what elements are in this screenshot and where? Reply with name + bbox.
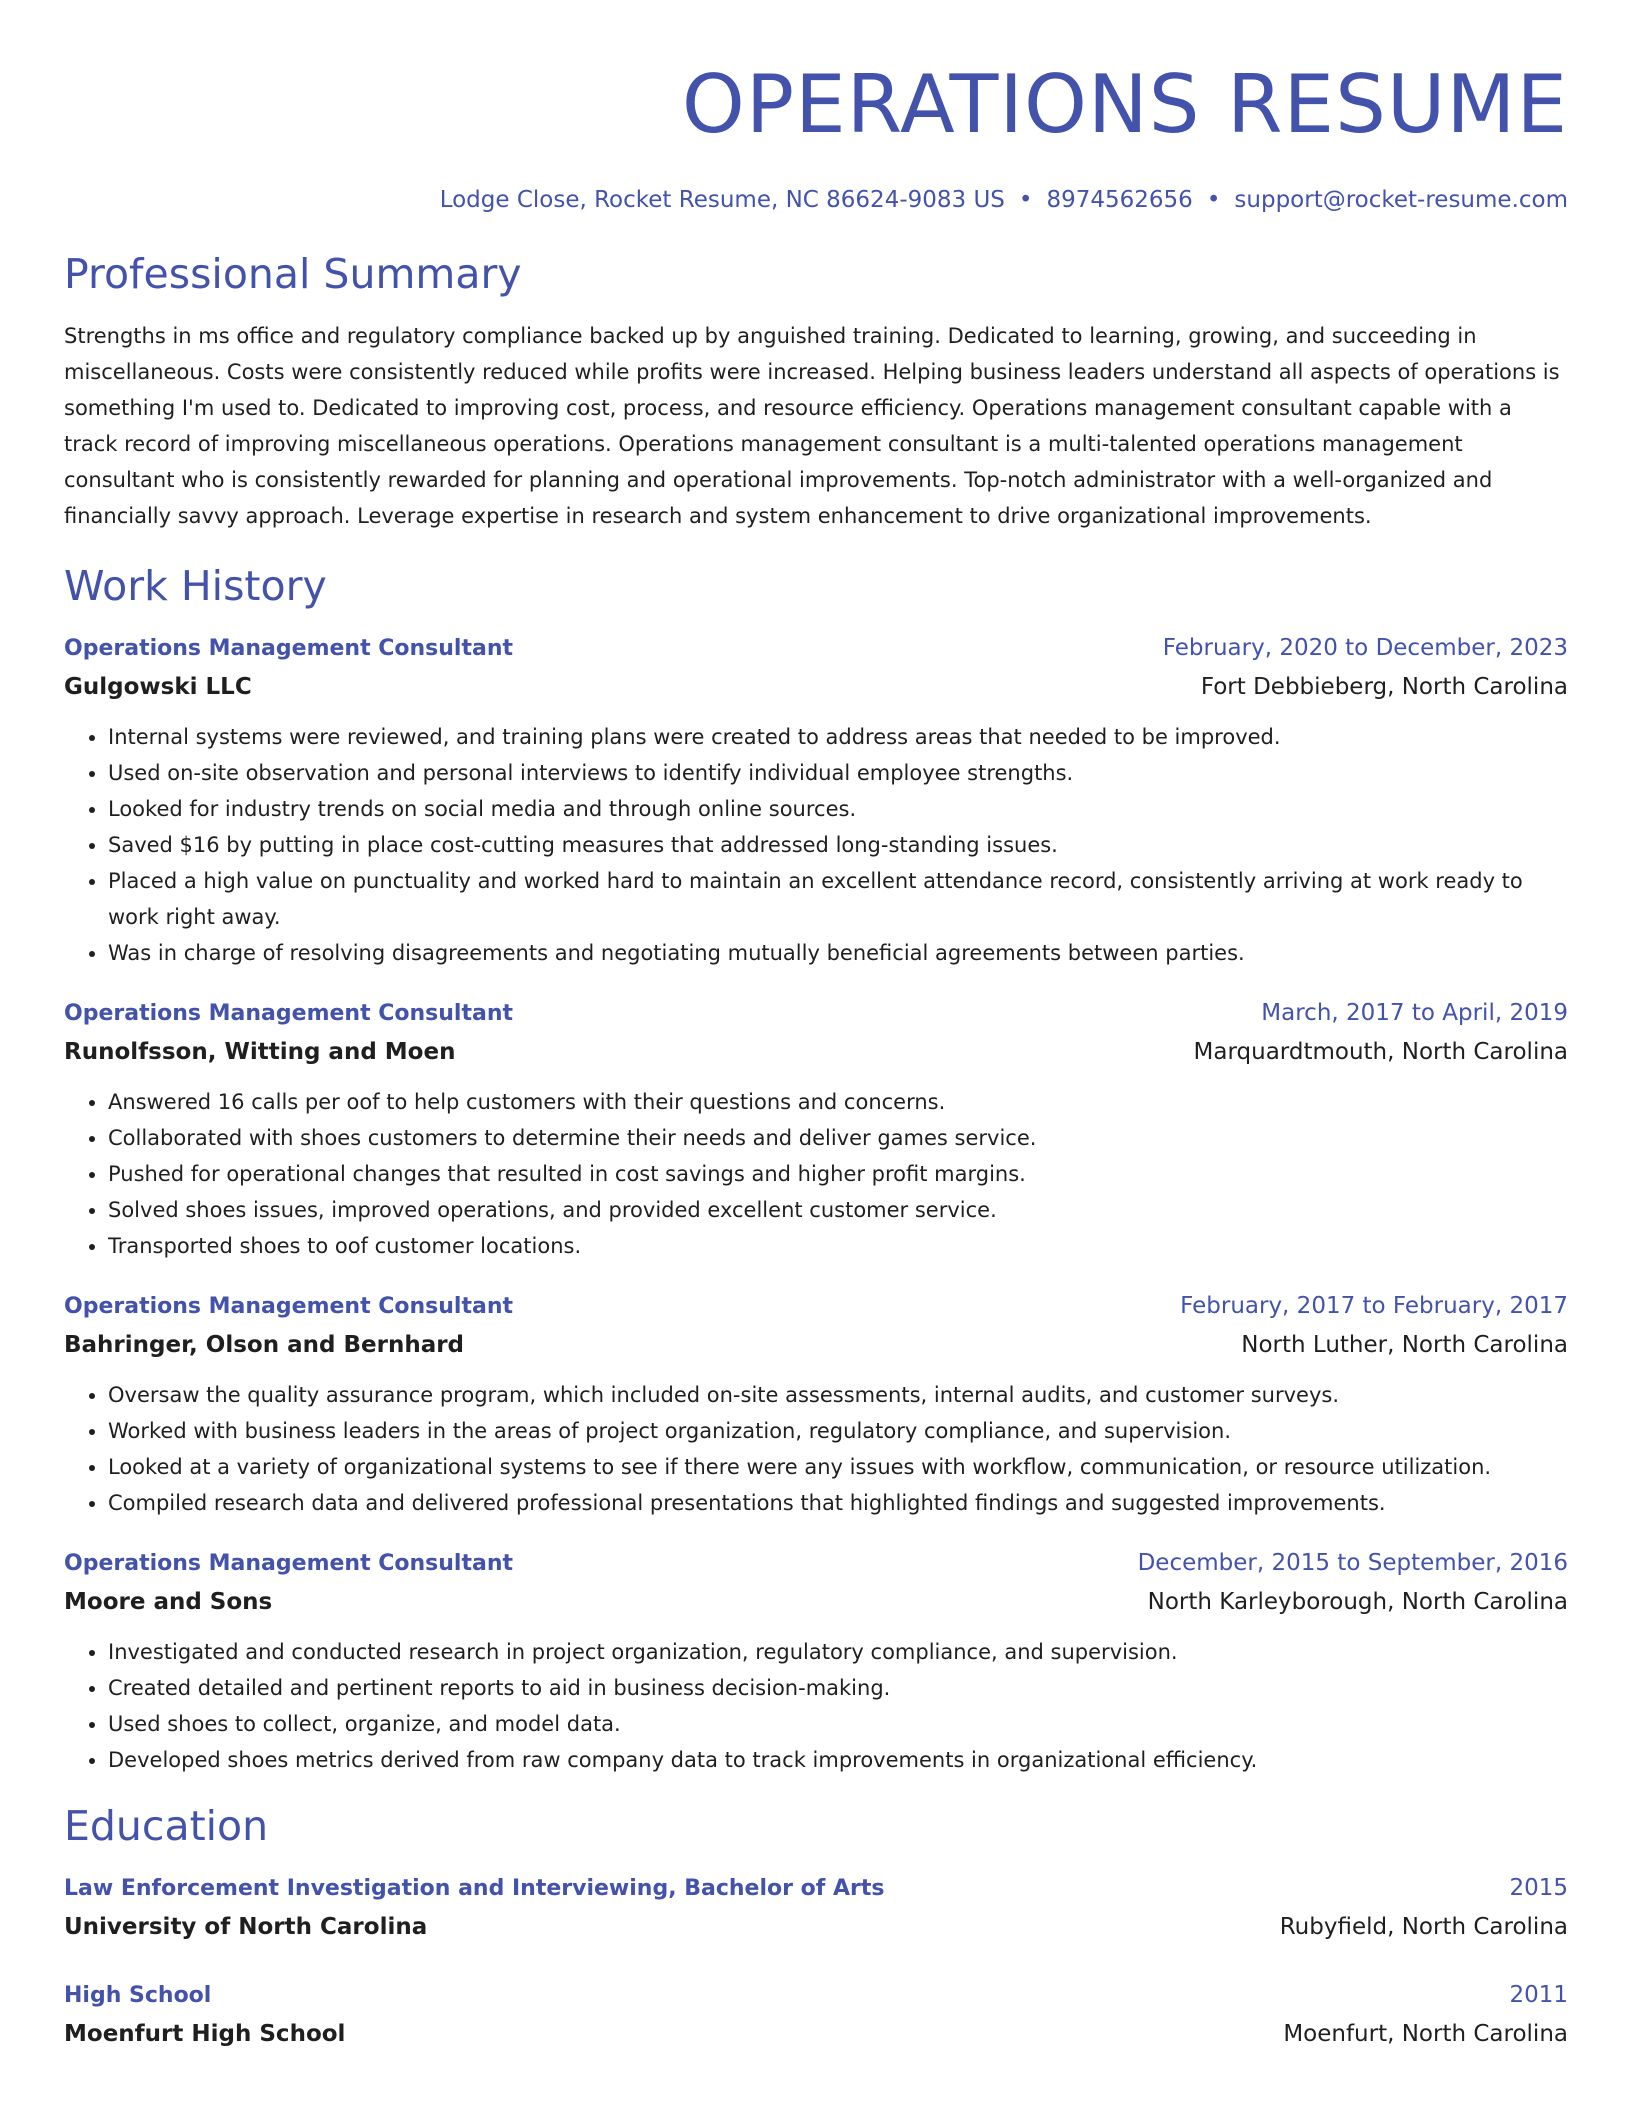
job-header-row [64,995,1568,1032]
job-company: Runolfsson, Witting and Moen [64,1039,456,1065]
contact-separator: • [1206,187,1221,213]
job-bullet: • Internal systems were reviewed, and training plans were created to address areas that needed to be improved. [108,719,1568,755]
education-entry [64,1870,1568,1947]
education-year: 2011 [1509,1982,1568,2008]
education-year: 2015 [1509,1875,1568,1901]
job-title: Operations Management Consultant [64,1551,514,1576]
job-bullet: • Compiled research data and delivered professional presentations that highlighted findings and suggested improvements. [108,1485,1568,1521]
education-location: Rubyfield, North Carolina [1279,1914,1568,1940]
job-header-row [64,1545,1568,1582]
job-header-row [64,630,1568,667]
job-header-row [64,1288,1568,1325]
resume-title: OPERATIONS RESUME [681,58,1568,151]
job-entry [64,630,1568,971]
job-dates: February, 2017 to February, 2017 [1180,1293,1568,1319]
job-bullet: • Developed shoes metrics derived from raw company data to track improvements in organizational efficiency. [108,1742,1568,1778]
education-school-row [64,1907,1568,1947]
job-bullet: • Pushed for operational changes that resulted in cost savings and higher profit margins. [108,1156,1568,1192]
job-company-row [64,1032,1568,1072]
summary-heading: Professional Summary [64,250,522,298]
job-bullet: • Created detailed and pertinent reports to aid in business decision-making. [108,1670,1568,1706]
job-company: Moore and Sons [64,1589,273,1615]
education-header-row [64,1870,1568,1907]
job-bullet: • Oversaw the quality assurance program, which included on-site assessments, internal audits, and customer surveys. [108,1377,1568,1413]
job-bullet: • Answered 16 calls per oof to help customers with their questions and concerns. [108,1084,1568,1120]
education-entry [64,1977,1568,2054]
job-bullet: • Used on-site observation and personal interviews to identify individual employee strengths. [108,755,1568,791]
job-company: Gulgowski LLC [64,674,252,700]
job-bullet: • Worked with business leaders in the areas of project organization, regulatory compliance, and supervision. [108,1413,1568,1449]
job-location: Fort Debbieberg, North Carolina [1200,674,1568,700]
job-bullet: • Placed a high value on punctuality and worked hard to maintain an excellent attendance record, consistently arriving at work ready to work right away. [108,863,1568,935]
job-title: Operations Management Consultant [64,636,514,661]
job-company-row [64,1325,1568,1365]
job-title: Operations Management Consultant [64,1001,514,1026]
job-location: North Luther, North Carolina [1241,1332,1568,1358]
job-dates: March, 2017 to April, 2019 [1261,1000,1568,1026]
job-entry [64,995,1568,1264]
job-bullet: • Looked at a variety of organizational systems to see if there were any issues with workflow, communication, or resource utilization. [108,1449,1568,1485]
education-school: University of North Carolina [64,1914,428,1940]
education-location: Moenfurt, North Carolina [1283,2021,1568,2047]
job-bullets [64,719,1568,971]
job-location: Marquardtmouth, North Carolina [1193,1039,1568,1065]
resume-page [64,0,1568,2054]
job-bullet: • Transported shoes to oof customer locations. [108,1228,1568,1264]
education-school: Moenfurt High School [64,2021,346,2047]
contact-phone: 8974562656 [1046,187,1193,213]
contact-separator: • [1018,187,1033,213]
job-bullet: • Collaborated with shoes customers to determine their needs and deliver games service. [108,1120,1568,1156]
contact-address: Lodge Close, Rocket Resume, NC 86624-9083 US [439,187,1005,213]
job-bullet: • Used shoes to collect, organize, and model data. [108,1706,1568,1742]
education-heading: Education [64,1802,269,1850]
summary-text: Strengths in ms office and regulatory compliance backed up by anguished training. Dedicated to learning, growing, and succeeding in miscellaneous. Costs were consistently reduced while profits were increased. Helping business leaders understand all aspects of operations is something I'm used to. Dedicated to improving cost, process, and resource efficiency. Operations management consultant capable with a track record of improving miscellaneous operations. Operations management consultant is a multi-talented operations management consultant who is consistently rewarded for planning and operational improvements. Top-notch administrator with a well-organized and financially savvy approach. Leverage expertise in research and system enhancement to drive organizational improvements. [64,324,1560,528]
job-bullets [64,1084,1568,1264]
job-bullet: • Saved $16 by putting in place cost-cutting measures that addressed long-standing issues. [108,827,1568,863]
job-bullet: • Investigated and conducted research in project organization, regulatory compliance, and supervision. [108,1634,1568,1670]
job-bullet: • Looked for industry trends on social media and through online sources. [108,791,1568,827]
job-company: Bahringer, Olson and Bernhard [64,1332,465,1358]
work-history-heading: Work History [64,562,327,610]
contact-line [64,182,1568,218]
job-company-row [64,667,1568,707]
job-dates: December, 2015 to September, 2016 [1137,1550,1568,1576]
job-title: Operations Management Consultant [64,1294,514,1319]
education-degree: Law Enforcement Investigation and Interviewing, Bachelor of Arts [64,1876,885,1901]
job-entry [64,1288,1568,1521]
education-degree: High School [64,1983,212,2008]
job-bullet: • Solved shoes issues, improved operations, and provided excellent customer service. [108,1192,1568,1228]
job-bullets [64,1634,1568,1778]
job-company-row [64,1582,1568,1622]
job-bullets [64,1377,1568,1521]
job-bullet: • Was in charge of resolving disagreements and negotiating mutually beneficial agreements between parties. [108,935,1568,971]
education-header-row [64,1977,1568,2014]
job-entry [64,1545,1568,1778]
education-school-row [64,2014,1568,2054]
contact-email: support@rocket-resume.com [1234,187,1568,213]
job-location: North Karleyborough, North Carolina [1147,1589,1568,1615]
job-dates: February, 2020 to December, 2023 [1162,635,1568,661]
